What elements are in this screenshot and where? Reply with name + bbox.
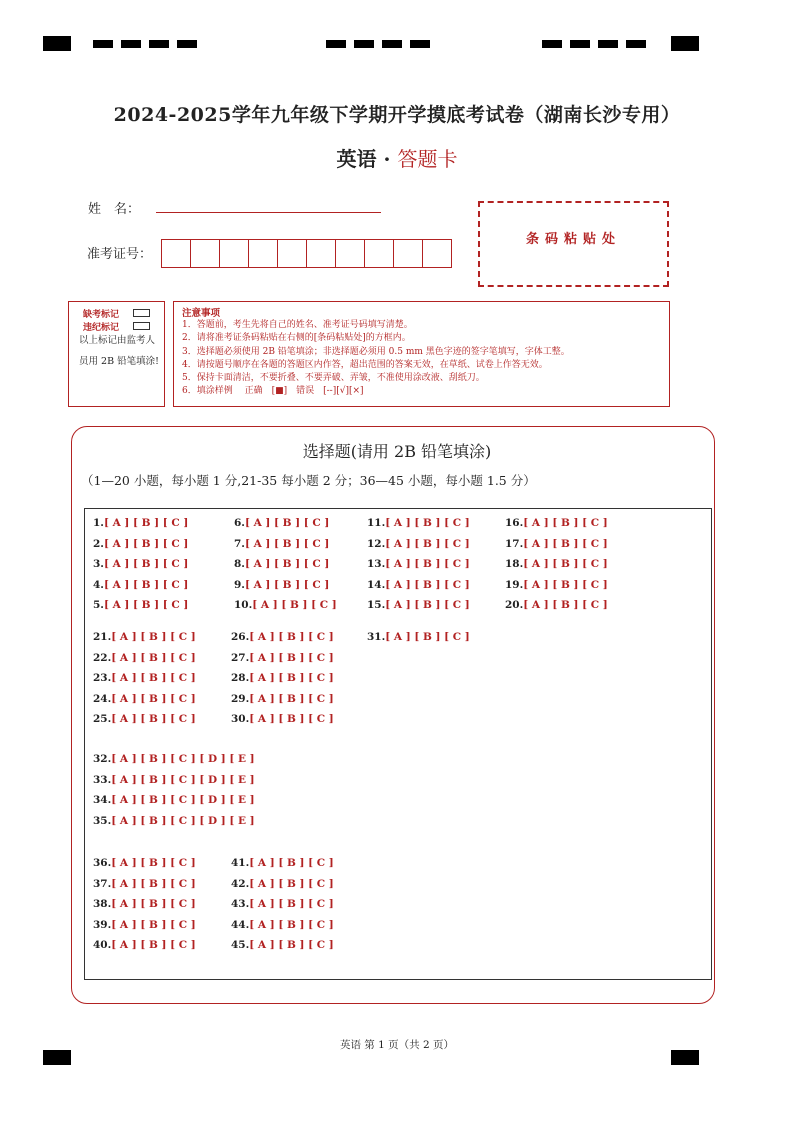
answer-row[interactable] [505,517,608,529]
position-mark [382,40,402,48]
id-digit-box[interactable] [190,239,220,268]
answer-options[interactable]: [ A ] [ B ] [ C ] [249,651,334,664]
id-digit-box[interactable] [277,239,307,268]
answer-row[interactable] [93,753,255,765]
answer-options[interactable]: [ A ] [ B ] [ C ] [103,537,189,550]
answer-options[interactable]: [ A ] [ B ] [ C ] [111,692,196,705]
answer-row[interactable] [93,774,255,786]
answer-row[interactable] [93,652,196,664]
answer-options[interactable]: [ A ] [ B ] [ C ] [249,898,334,911]
answer-options[interactable]: [ A ] [ B ] [ C ] [523,578,608,591]
answer-row[interactable] [93,713,196,725]
answer-options[interactable]: [ A ] [ B ] [ C ] [103,599,189,612]
answer-options[interactable]: [ A ] [ B ] [ C ] [249,877,334,890]
answer-options[interactable]: [ A ] [ B ] [ C ] [103,517,189,529]
question-number: 26. [231,631,250,643]
position-mark [410,40,430,48]
question-number: 44. [231,918,250,931]
answer-options[interactable]: [ A ] [ B ] [ C ] [385,537,470,550]
answer-options[interactable]: [ A ] [ B ] [ C ] [ D ] [ E ] [111,794,255,807]
instruction-line: 3．选择题必须使用 2B 铅笔填涂；非选择题必须用 0.5 mm 黑色字迹的签字笔填写，字体工整。 [182,346,570,357]
question-number: 37. [93,877,112,890]
position-mark [570,40,590,48]
answer-row[interactable] [231,898,334,910]
answer-row[interactable] [93,517,188,529]
answer-row[interactable] [93,538,188,550]
question-number: 3. [93,558,104,571]
position-mark [93,40,113,48]
instruction-line: 2．请将准考证条码粘贴在右侧的[条码粘贴处]的方框内。 [182,333,411,344]
question-number: 36. [93,857,112,869]
answer-options[interactable]: [ A ] [ B ] [ C ] [523,599,608,612]
question-number: 27. [231,651,250,664]
position-mark [626,40,646,48]
answer-row[interactable] [231,878,334,890]
question-number: 35. [93,814,112,827]
answer-options[interactable]: [ A ] [ B ] [ C ] [111,857,196,869]
id-digit-box[interactable] [306,239,336,268]
exam-title: 2024-2025学年九年级下学期开学摸底考试卷（湖南长沙专用） [113,104,681,126]
position-mark [43,36,71,51]
instruction-line: 1．答题前，考生先将自己的姓名、准考证号码填写清楚。 [182,320,413,330]
answer-options[interactable]: [ A ] [ B ] [ C ] [111,631,196,643]
answer-row[interactable] [234,599,337,611]
instruction-line: 4．请按题号顺序在各题的答题区内作答，超出范围的答案无效，在草纸、试卷上作答无效。 [182,359,548,370]
answer-row[interactable] [231,672,334,684]
question-number: 18. [505,558,524,571]
answer-row[interactable] [93,857,196,869]
question-number: 8. [234,558,245,571]
position-mark [671,36,699,51]
question-number: 13. [367,558,386,571]
question-number: 21. [93,631,112,643]
answer-options[interactable]: [ A ] [ B ] [ C ] [244,558,330,571]
question-number: 17. [505,537,524,550]
question-number: 31. [367,631,386,643]
answer-row[interactable] [231,652,334,664]
question-number: 6. [234,517,245,529]
answer-options[interactable]: [ A ] [ B ] [ C ] [111,672,196,685]
answer-row[interactable] [93,693,196,705]
answer-options[interactable]: [ A ] [ B ] [ C ] [244,517,330,529]
question-number: 34. [93,794,112,807]
id-label: 准考证号： [87,247,153,262]
position-mark [671,1050,699,1065]
answer-row[interactable] [505,558,608,570]
answer-options[interactable]: [ A ] [ B ] [ C ] [103,558,189,571]
violation-checkbox[interactable] [133,322,150,330]
answer-options[interactable]: [ A ] [ B ] [ C ] [244,537,330,550]
answer-options[interactable]: [ A ] [ B ] [ C ] [ D ] [ E ] [111,773,255,786]
question-number: 38. [93,898,112,911]
answer-row[interactable] [93,815,255,827]
id-digit-box[interactable] [422,239,452,268]
violation-label: 违纪标记 [83,323,120,333]
question-number: 1. [93,517,104,529]
answer-row[interactable] [231,939,334,951]
answer-options[interactable]: [ A ] [ B ] [ C ] [523,537,608,550]
question-number: 33. [93,773,112,786]
question-number: 45. [231,939,250,952]
position-mark [354,40,374,48]
answer-row[interactable] [367,558,470,570]
card-type-label: 答题卡 [397,147,458,171]
answer-row[interactable] [234,579,329,591]
answer-options[interactable]: [ A ] [ B ] [ C ] [111,877,196,890]
name-label: 姓 名： [88,202,141,217]
question-number: 40. [93,939,112,952]
absence-mark-box [68,301,165,407]
page-footer: 英语 第 1 页（共 2 页） [339,1039,455,1051]
question-number: 15. [367,599,386,612]
question-number: 39. [93,918,112,931]
answer-row[interactable] [93,878,196,890]
answer-options[interactable]: [ A ] [ B ] [ C ] [252,599,337,612]
position-mark [598,40,618,48]
instructions-box [173,301,670,407]
question-number: 4. [93,578,104,591]
question-number: 28. [231,672,250,685]
answer-row[interactable] [93,599,188,611]
answer-row[interactable] [234,538,329,550]
position-mark [177,40,197,48]
instruction-line: 6．填涂样例 正确 [■] 错误 [--][√][×] [182,386,364,397]
answer-row[interactable] [234,558,329,570]
answer-row[interactable] [93,794,255,806]
answer-row[interactable] [505,579,608,591]
answer-row[interactable] [505,599,608,611]
answer-options[interactable]: [ A ] [ B ] [ C ] [ D ] [ E ] [111,814,255,827]
answer-row[interactable] [231,713,334,725]
question-number: 25. [93,713,112,726]
question-number: 10. [234,599,253,612]
id-digit-box[interactable] [364,239,394,268]
answer-row[interactable] [231,857,334,869]
absent-label: 缺考标记 [83,310,120,320]
answer-options[interactable]: [ A ] [ B ] [ C ] [111,713,196,726]
section-scoring: （1—20 小题，每小题 1 分,21-35 每小题 2 分；36—45 小题，每小题 1.5 分） [81,473,536,488]
answer-row[interactable] [93,558,188,570]
answer-options[interactable]: [ A ] [ B ] [ C ] [385,631,470,643]
question-number: 32. [93,753,112,765]
section-title: 选择题(请用 2B 铅笔填涂) [302,442,492,461]
answer-options[interactable]: [ A ] [ B ] [ C ] [249,857,334,869]
answer-options[interactable]: [ A ] [ B ] [ C ] [249,939,334,952]
answer-row[interactable] [93,898,196,910]
barcode-area [478,201,669,287]
answer-row[interactable] [367,631,470,643]
question-number: 2. [93,537,104,550]
position-mark [43,1050,71,1065]
barcode-label: 条码粘贴处 [525,232,621,247]
answer-options[interactable]: [ A ] [ B ] [ C ] [111,939,196,952]
question-number: 29. [231,692,250,705]
position-mark [121,40,141,48]
question-number: 41. [231,857,250,869]
answer-row[interactable] [234,517,329,529]
question-number: 12. [367,537,386,550]
answer-options[interactable]: [ A ] [ B ] [ C ] [249,713,334,726]
answer-options[interactable]: [ A ] [ B ] [ C ] [385,517,470,529]
position-mark [326,40,346,48]
answer-options[interactable]: [ A ] [ B ] [ C ] [103,578,189,591]
answer-options[interactable]: [ A ] [ B ] [ C ] [249,631,334,643]
question-number: 19. [505,578,524,591]
title-dot: · [383,147,391,171]
answer-options[interactable]: [ A ] [ B ] [ C ] [523,517,608,529]
question-number: 9. [234,578,245,591]
answer-options[interactable]: [ A ] [ B ] [ C ] [523,558,608,571]
position-mark [149,40,169,48]
answer-row[interactable] [231,631,334,643]
card-subtitle [0,143,794,172]
subject-label: 英语 [336,147,377,171]
answer-options[interactable]: [ A ] [ B ] [ C ] [385,599,470,612]
id-number-boxes[interactable] [161,239,451,267]
answer-options[interactable]: [ A ] [ B ] [ C ] [111,898,196,911]
answer-options[interactable]: [ A ] [ B ] [ C ] [249,672,334,685]
answer-row[interactable] [367,599,470,611]
id-digit-box[interactable] [393,239,423,268]
answer-row[interactable] [367,538,470,550]
answer-row[interactable] [231,693,334,705]
question-number: 20. [505,599,524,612]
answer-options[interactable]: [ A ] [ B ] [ C ] [385,558,470,571]
answer-row[interactable] [93,631,196,643]
answer-row[interactable] [93,672,196,684]
question-number: 24. [93,692,112,705]
instructions-title: 注意事项 [182,308,221,319]
question-number: 5. [93,599,104,612]
answer-row[interactable] [505,538,608,550]
question-number: 30. [231,713,250,726]
answer-row[interactable] [367,517,470,529]
answer-options[interactable]: [ A ] [ B ] [ C ] [244,578,330,591]
answer-row[interactable] [367,579,470,591]
question-number: 42. [231,877,250,890]
question-number: 23. [93,672,112,685]
instruction-line: 5．保持卡面清洁，不要折叠、不要弄破、弄皱，不准使用涂改液、刮纸刀。 [182,373,485,384]
question-number: 16. [505,517,524,529]
answer-options[interactable]: [ A ] [ B ] [ C ] [111,918,196,931]
question-number: 7. [234,537,245,550]
absence-note: 以上标记由监考人员用 2B 铅笔填涂! [79,335,159,367]
id-digit-box[interactable] [161,239,191,268]
question-number: 43. [231,898,250,911]
answer-options[interactable]: [ A ] [ B ] [ C ] [ D ] [ E ] [111,753,255,765]
answer-options[interactable]: [ A ] [ B ] [ C ] [385,578,470,591]
id-digit-box[interactable] [248,239,278,268]
answer-options[interactable]: [ A ] [ B ] [ C ] [249,918,334,931]
question-number: 22. [93,651,112,664]
answer-options[interactable]: [ A ] [ B ] [ C ] [249,692,334,705]
absent-checkbox[interactable] [133,309,150,317]
name-field[interactable] [156,212,381,213]
question-number: 11. [367,517,386,529]
answer-options[interactable]: [ A ] [ B ] [ C ] [111,651,196,664]
answer-row[interactable] [93,919,196,931]
position-mark [542,40,562,48]
answer-row[interactable] [93,579,188,591]
answer-row[interactable] [231,919,334,931]
question-number: 14. [367,578,386,591]
id-digit-box[interactable] [335,239,365,268]
answer-row[interactable] [93,939,196,951]
id-digit-box[interactable] [219,239,249,268]
